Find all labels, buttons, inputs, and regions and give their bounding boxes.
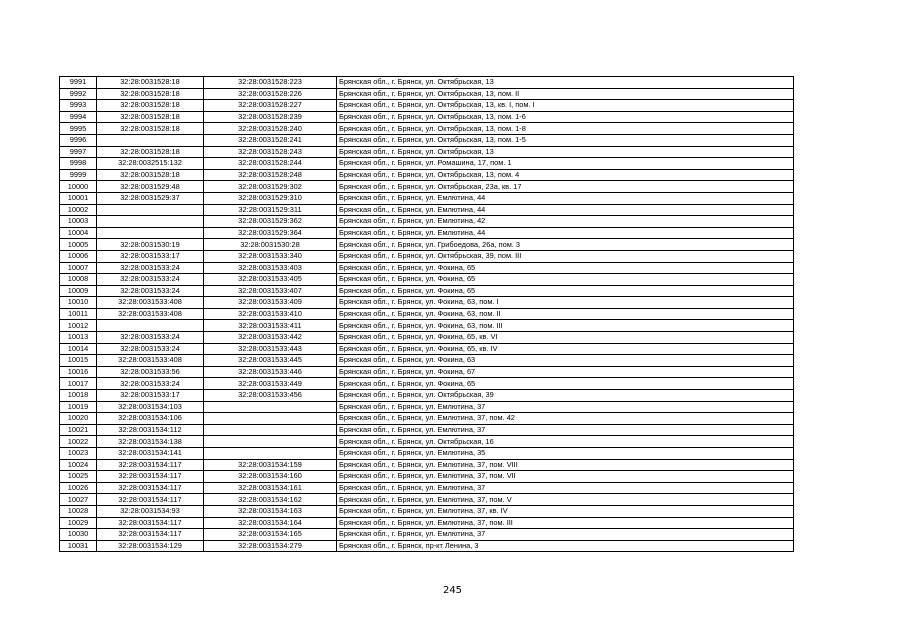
- address-cell: Брянская обл., г. Брянск, ул. Октябрьская, 13, пом. 1-8: [337, 123, 794, 135]
- object-cadastral-cell: 32:28:0031528:248: [204, 169, 337, 181]
- table-row: [60, 274, 794, 286]
- table-row: [60, 482, 794, 494]
- row-number-cell: 9996: [60, 134, 97, 146]
- table-row: [60, 459, 794, 471]
- row-number-cell: 9994: [60, 111, 97, 123]
- land-cadastral-cell: 32:28:0031534:103: [97, 401, 204, 413]
- registry-table-body: [60, 77, 794, 552]
- address-cell: Брянская обл., г. Брянск, ул. Емлютина, 37: [337, 529, 794, 541]
- land-cadastral-cell: 32:28:0031528:18: [97, 146, 204, 158]
- address-cell: Брянская обл., г. Брянск, ул. Октябрьская, 13, пом. 4: [337, 169, 794, 181]
- address-cell: Брянская обл., г. Брянск, ул. Емлютина, 37: [337, 424, 794, 436]
- address-cell: Брянская обл., г. Брянск, ул. Октябрьская, 13, пом. II: [337, 88, 794, 100]
- row-number-cell: 10017: [60, 378, 97, 390]
- table-row: [60, 297, 794, 309]
- row-number-cell: 10000: [60, 181, 97, 193]
- object-cadastral-cell: [204, 401, 337, 413]
- land-cadastral-cell: 32:28:0031533:24: [97, 343, 204, 355]
- land-cadastral-cell: 32:28:0031534:129: [97, 540, 204, 552]
- row-number-cell: 10027: [60, 494, 97, 506]
- row-number-cell: 10001: [60, 192, 97, 204]
- object-cadastral-cell: 32:28:0031534:279: [204, 540, 337, 552]
- table-row: [60, 540, 794, 552]
- row-number-cell: 10031: [60, 540, 97, 552]
- object-cadastral-cell: 32:28:0031533:340: [204, 250, 337, 262]
- land-cadastral-cell: 32:28:0031534:117: [97, 471, 204, 483]
- land-cadastral-cell: 32:28:0031533:408: [97, 297, 204, 309]
- address-cell: Брянская обл., г. Брянск, ул. Емлютина, 42: [337, 216, 794, 228]
- table-row: [60, 448, 794, 460]
- row-number-cell: 10004: [60, 227, 97, 239]
- object-cadastral-cell: 32:28:0031533:445: [204, 355, 337, 367]
- address-cell: Брянская обл., г. Брянск, ул. Емлютина, 37, пом. V: [337, 494, 794, 506]
- table-row: [60, 517, 794, 529]
- object-cadastral-cell: 32:28:0031533:442: [204, 332, 337, 344]
- table-row: [60, 146, 794, 158]
- address-cell: Брянская обл., г. Брянск, пр-кт Ленина, 3: [337, 540, 794, 552]
- land-cadastral-cell: [97, 320, 204, 332]
- row-number-cell: 10003: [60, 216, 97, 228]
- address-cell: Брянская обл., г. Брянск, ул. Октябрьская, 16: [337, 436, 794, 448]
- object-cadastral-cell: 32:28:0031534:164: [204, 517, 337, 529]
- land-cadastral-cell: 32:28:0031533:24: [97, 274, 204, 286]
- object-cadastral-cell: 32:28:0031528:244: [204, 158, 337, 170]
- row-number-cell: 10010: [60, 297, 97, 309]
- land-cadastral-cell: 32:28:0031533:24: [97, 378, 204, 390]
- land-cadastral-cell: 32:28:0031528:18: [97, 77, 204, 89]
- row-number-cell: 10006: [60, 250, 97, 262]
- object-cadastral-cell: 32:28:0031529:362: [204, 216, 337, 228]
- land-cadastral-cell: 32:28:0031533:17: [97, 390, 204, 402]
- row-number-cell: 9995: [60, 123, 97, 135]
- row-number-cell: 10024: [60, 459, 97, 471]
- row-number-cell: 10007: [60, 262, 97, 274]
- row-number-cell: 9991: [60, 77, 97, 89]
- row-number-cell: 10015: [60, 355, 97, 367]
- table-row: [60, 413, 794, 425]
- address-cell: Брянская обл., г. Брянск, ул. Октябрьская, 13: [337, 77, 794, 89]
- row-number-cell: 10029: [60, 517, 97, 529]
- table-row: [60, 529, 794, 541]
- row-number-cell: 10028: [60, 505, 97, 517]
- address-cell: Брянская обл., г. Брянск, ул. Емлютина, 37, пом. VIII: [337, 459, 794, 471]
- row-number-cell: 10005: [60, 239, 97, 251]
- table-row: [60, 250, 794, 262]
- land-cadastral-cell: 32:28:0031534:117: [97, 529, 204, 541]
- address-cell: Брянская обл., г. Брянск, ул. Грибоедова, 26а, пом. 3: [337, 239, 794, 251]
- land-cadastral-cell: 32:28:0031534:106: [97, 413, 204, 425]
- row-number-cell: 9992: [60, 88, 97, 100]
- object-cadastral-cell: 32:28:0031533:405: [204, 274, 337, 286]
- land-cadastral-cell: 32:28:0031528:18: [97, 100, 204, 112]
- row-number-cell: 9993: [60, 100, 97, 112]
- row-number-cell: 10019: [60, 401, 97, 413]
- address-cell: Брянская обл., г. Брянск, ул. Фокина, 65: [337, 262, 794, 274]
- object-cadastral-cell: 32:28:0031529:302: [204, 181, 337, 193]
- land-cadastral-cell: 32:28:0031528:18: [97, 88, 204, 100]
- table-row: [60, 285, 794, 297]
- table-row: [60, 88, 794, 100]
- row-number-cell: 10023: [60, 448, 97, 460]
- object-cadastral-cell: 32:28:0031534:161: [204, 482, 337, 494]
- object-cadastral-cell: 32:28:0031533:443: [204, 343, 337, 355]
- address-cell: Брянская обл., г. Брянск, ул. Октябрьская, 13: [337, 146, 794, 158]
- address-cell: Брянская обл., г. Брянск, ул. Фокина, 63, пом. I: [337, 297, 794, 309]
- address-cell: Брянская обл., г. Брянск, ул. Емлютина, 37, пом. 42: [337, 413, 794, 425]
- object-cadastral-cell: 32:28:0031529:364: [204, 227, 337, 239]
- row-number-cell: 10011: [60, 308, 97, 320]
- address-cell: Брянская обл., г. Брянск, ул. Емлютина, 37, пом. III: [337, 517, 794, 529]
- land-cadastral-cell: 32:28:0031530:19: [97, 239, 204, 251]
- table-row: [60, 134, 794, 146]
- object-cadastral-cell: 32:28:0031529:311: [204, 204, 337, 216]
- land-cadastral-cell: 32:28:0031529:37: [97, 192, 204, 204]
- object-cadastral-cell: 32:28:0031528:226: [204, 88, 337, 100]
- table-row: [60, 262, 794, 274]
- object-cadastral-cell: 32:28:0031533:403: [204, 262, 337, 274]
- table-row: [60, 355, 794, 367]
- table-row: [60, 158, 794, 170]
- table-row: [60, 378, 794, 390]
- row-number-cell: 10012: [60, 320, 97, 332]
- object-cadastral-cell: 32:28:0031528:239: [204, 111, 337, 123]
- address-cell: Брянская обл., г. Брянск, ул. Емлютина, 37: [337, 482, 794, 494]
- table-row: [60, 505, 794, 517]
- table-row: [60, 100, 794, 112]
- table-row: [60, 111, 794, 123]
- table-row: [60, 123, 794, 135]
- table-row: [60, 390, 794, 402]
- object-cadastral-cell: 32:28:0031534:162: [204, 494, 337, 506]
- object-cadastral-cell: 32:28:0031533:410: [204, 308, 337, 320]
- address-cell: Брянская обл., г. Брянск, ул. Фокина, 65, кв. VI: [337, 332, 794, 344]
- object-cadastral-cell: [204, 436, 337, 448]
- object-cadastral-cell: 32:28:0031528:243: [204, 146, 337, 158]
- row-number-cell: 10008: [60, 274, 97, 286]
- object-cadastral-cell: 32:28:0031533:407: [204, 285, 337, 297]
- land-cadastral-cell: 32:28:0031534:141: [97, 448, 204, 460]
- row-number-cell: 10013: [60, 332, 97, 344]
- table-row: [60, 494, 794, 506]
- row-number-cell: 10030: [60, 529, 97, 541]
- object-cadastral-cell: 32:28:0031533:409: [204, 297, 337, 309]
- address-cell: Брянская обл., г. Брянск, ул. Емлютина, 37: [337, 401, 794, 413]
- address-cell: Брянская обл., г. Брянск, ул. Емлютина, 37, пом. VII: [337, 471, 794, 483]
- row-number-cell: 10022: [60, 436, 97, 448]
- row-number-cell: 9999: [60, 169, 97, 181]
- land-cadastral-cell: 32:28:0031534:117: [97, 482, 204, 494]
- land-cadastral-cell: 32:28:0031528:18: [97, 123, 204, 135]
- land-cadastral-cell: 32:28:0031534:117: [97, 494, 204, 506]
- page-number: 245: [442, 585, 463, 596]
- table-row: [60, 401, 794, 413]
- object-cadastral-cell: 32:28:0031534:159: [204, 459, 337, 471]
- table-row: [60, 239, 794, 251]
- object-cadastral-cell: 32:28:0031530:28: [204, 239, 337, 251]
- address-cell: Брянская обл., г. Брянск, ул. Емлютина, 44: [337, 192, 794, 204]
- land-cadastral-cell: 32:28:0031533:17: [97, 250, 204, 262]
- object-cadastral-cell: [204, 413, 337, 425]
- row-number-cell: 10020: [60, 413, 97, 425]
- row-number-cell: 10002: [60, 204, 97, 216]
- land-cadastral-cell: 32:28:0032515:132: [97, 158, 204, 170]
- land-cadastral-cell: 32:28:0031533:24: [97, 332, 204, 344]
- row-number-cell: 10009: [60, 285, 97, 297]
- object-cadastral-cell: [204, 424, 337, 436]
- row-number-cell: 9998: [60, 158, 97, 170]
- address-cell: Брянская обл., г. Брянск, ул. Емлютина, 37, кв. IV: [337, 505, 794, 517]
- table-row: [60, 436, 794, 448]
- row-number-cell: 10018: [60, 390, 97, 402]
- land-cadastral-cell: 32:28:0031533:24: [97, 285, 204, 297]
- address-cell: Брянская обл., г. Брянск, ул. Фокина, 65: [337, 285, 794, 297]
- address-cell: Брянская обл., г. Брянск, ул. Емлютина, 44: [337, 204, 794, 216]
- address-cell: Брянская обл., г. Брянск, ул. Емлютина, 35: [337, 448, 794, 460]
- address-cell: Брянская обл., г. Брянск, ул. Емлютина, 44: [337, 227, 794, 239]
- object-cadastral-cell: 32:28:0031528:241: [204, 134, 337, 146]
- object-cadastral-cell: 32:28:0031534:163: [204, 505, 337, 517]
- land-cadastral-cell: 32:28:0031534:117: [97, 459, 204, 471]
- row-number-cell: 10014: [60, 343, 97, 355]
- table-row: [60, 169, 794, 181]
- address-cell: Брянская обл., г. Брянск, ул. Фокина, 63: [337, 355, 794, 367]
- land-cadastral-cell: 32:28:0031533:408: [97, 355, 204, 367]
- land-cadastral-cell: 32:28:0031534:138: [97, 436, 204, 448]
- address-cell: Брянская обл., г. Брянск, ул. Фокина, 63, пом. II: [337, 308, 794, 320]
- land-cadastral-cell: 32:28:0031534:117: [97, 517, 204, 529]
- address-cell: Брянская обл., г. Брянск, ул. Фокина, 63, пом. III: [337, 320, 794, 332]
- land-cadastral-cell: [97, 204, 204, 216]
- address-cell: Брянская обл., г. Брянск, ул. Ромашина, 17, пом. 1: [337, 158, 794, 170]
- address-cell: Брянская обл., г. Брянск, ул. Октябрьская, 13, пом. 1-6: [337, 111, 794, 123]
- table-row: [60, 343, 794, 355]
- address-cell: Брянская обл., г. Брянск, ул. Октябрьская, 23а, кв. 17: [337, 181, 794, 193]
- object-cadastral-cell: 32:28:0031533:411: [204, 320, 337, 332]
- land-cadastral-cell: [97, 227, 204, 239]
- table-row: [60, 204, 794, 216]
- object-cadastral-cell: 32:28:0031528:223: [204, 77, 337, 89]
- land-cadastral-cell: 32:28:0031533:56: [97, 366, 204, 378]
- object-cadastral-cell: 32:28:0031533:449: [204, 378, 337, 390]
- table-row: [60, 471, 794, 483]
- object-cadastral-cell: [204, 448, 337, 460]
- address-cell: Брянская обл., г. Брянск, ул. Октябрьская, 39, пом. III: [337, 250, 794, 262]
- object-cadastral-cell: 32:28:0031533:456: [204, 390, 337, 402]
- table-row: [60, 192, 794, 204]
- object-cadastral-cell: 32:28:0031534:165: [204, 529, 337, 541]
- table-row: [60, 424, 794, 436]
- land-cadastral-cell: 32:28:0031529:48: [97, 181, 204, 193]
- address-cell: Брянская обл., г. Брянск, ул. Фокина, 67: [337, 366, 794, 378]
- land-cadastral-cell: [97, 134, 204, 146]
- table-row: [60, 366, 794, 378]
- land-cadastral-cell: 32:28:0031528:18: [97, 111, 204, 123]
- table-row: [60, 332, 794, 344]
- table-row: [60, 77, 794, 89]
- object-cadastral-cell: 32:28:0031534:160: [204, 471, 337, 483]
- address-cell: Брянская обл., г. Брянск, ул. Октябрьская, 39: [337, 390, 794, 402]
- land-cadastral-cell: 32:28:0031534:93: [97, 505, 204, 517]
- object-cadastral-cell: 32:28:0031533:446: [204, 366, 337, 378]
- row-number-cell: 9997: [60, 146, 97, 158]
- table-row: [60, 181, 794, 193]
- registry-table: [59, 76, 794, 552]
- object-cadastral-cell: 32:28:0031528:227: [204, 100, 337, 112]
- row-number-cell: 10026: [60, 482, 97, 494]
- land-cadastral-cell: 32:28:0031533:408: [97, 308, 204, 320]
- row-number-cell: 10021: [60, 424, 97, 436]
- table-row: [60, 308, 794, 320]
- table-row: [60, 320, 794, 332]
- table-row: [60, 227, 794, 239]
- address-cell: Брянская обл., г. Брянск, ул. Фокина, 65: [337, 274, 794, 286]
- address-cell: Брянская обл., г. Брянск, ул. Фокина, 65, кв. IV: [337, 343, 794, 355]
- row-number-cell: 10025: [60, 471, 97, 483]
- address-cell: Брянская обл., г. Брянск, ул. Октябрьская, 13, кв. I, пом. I: [337, 100, 794, 112]
- land-cadastral-cell: [97, 216, 204, 228]
- object-cadastral-cell: 32:28:0031528:240: [204, 123, 337, 135]
- object-cadastral-cell: 32:28:0031529:310: [204, 192, 337, 204]
- land-cadastral-cell: 32:28:0031528:18: [97, 169, 204, 181]
- row-number-cell: 10016: [60, 366, 97, 378]
- address-cell: Брянская обл., г. Брянск, ул. Октябрьская, 13, пом. 1-5: [337, 134, 794, 146]
- land-cadastral-cell: 32:28:0031533:24: [97, 262, 204, 274]
- address-cell: Брянская обл., г. Брянск, ул. Фокина, 65: [337, 378, 794, 390]
- land-cadastral-cell: 32:28:0031534:112: [97, 424, 204, 436]
- table-row: [60, 216, 794, 228]
